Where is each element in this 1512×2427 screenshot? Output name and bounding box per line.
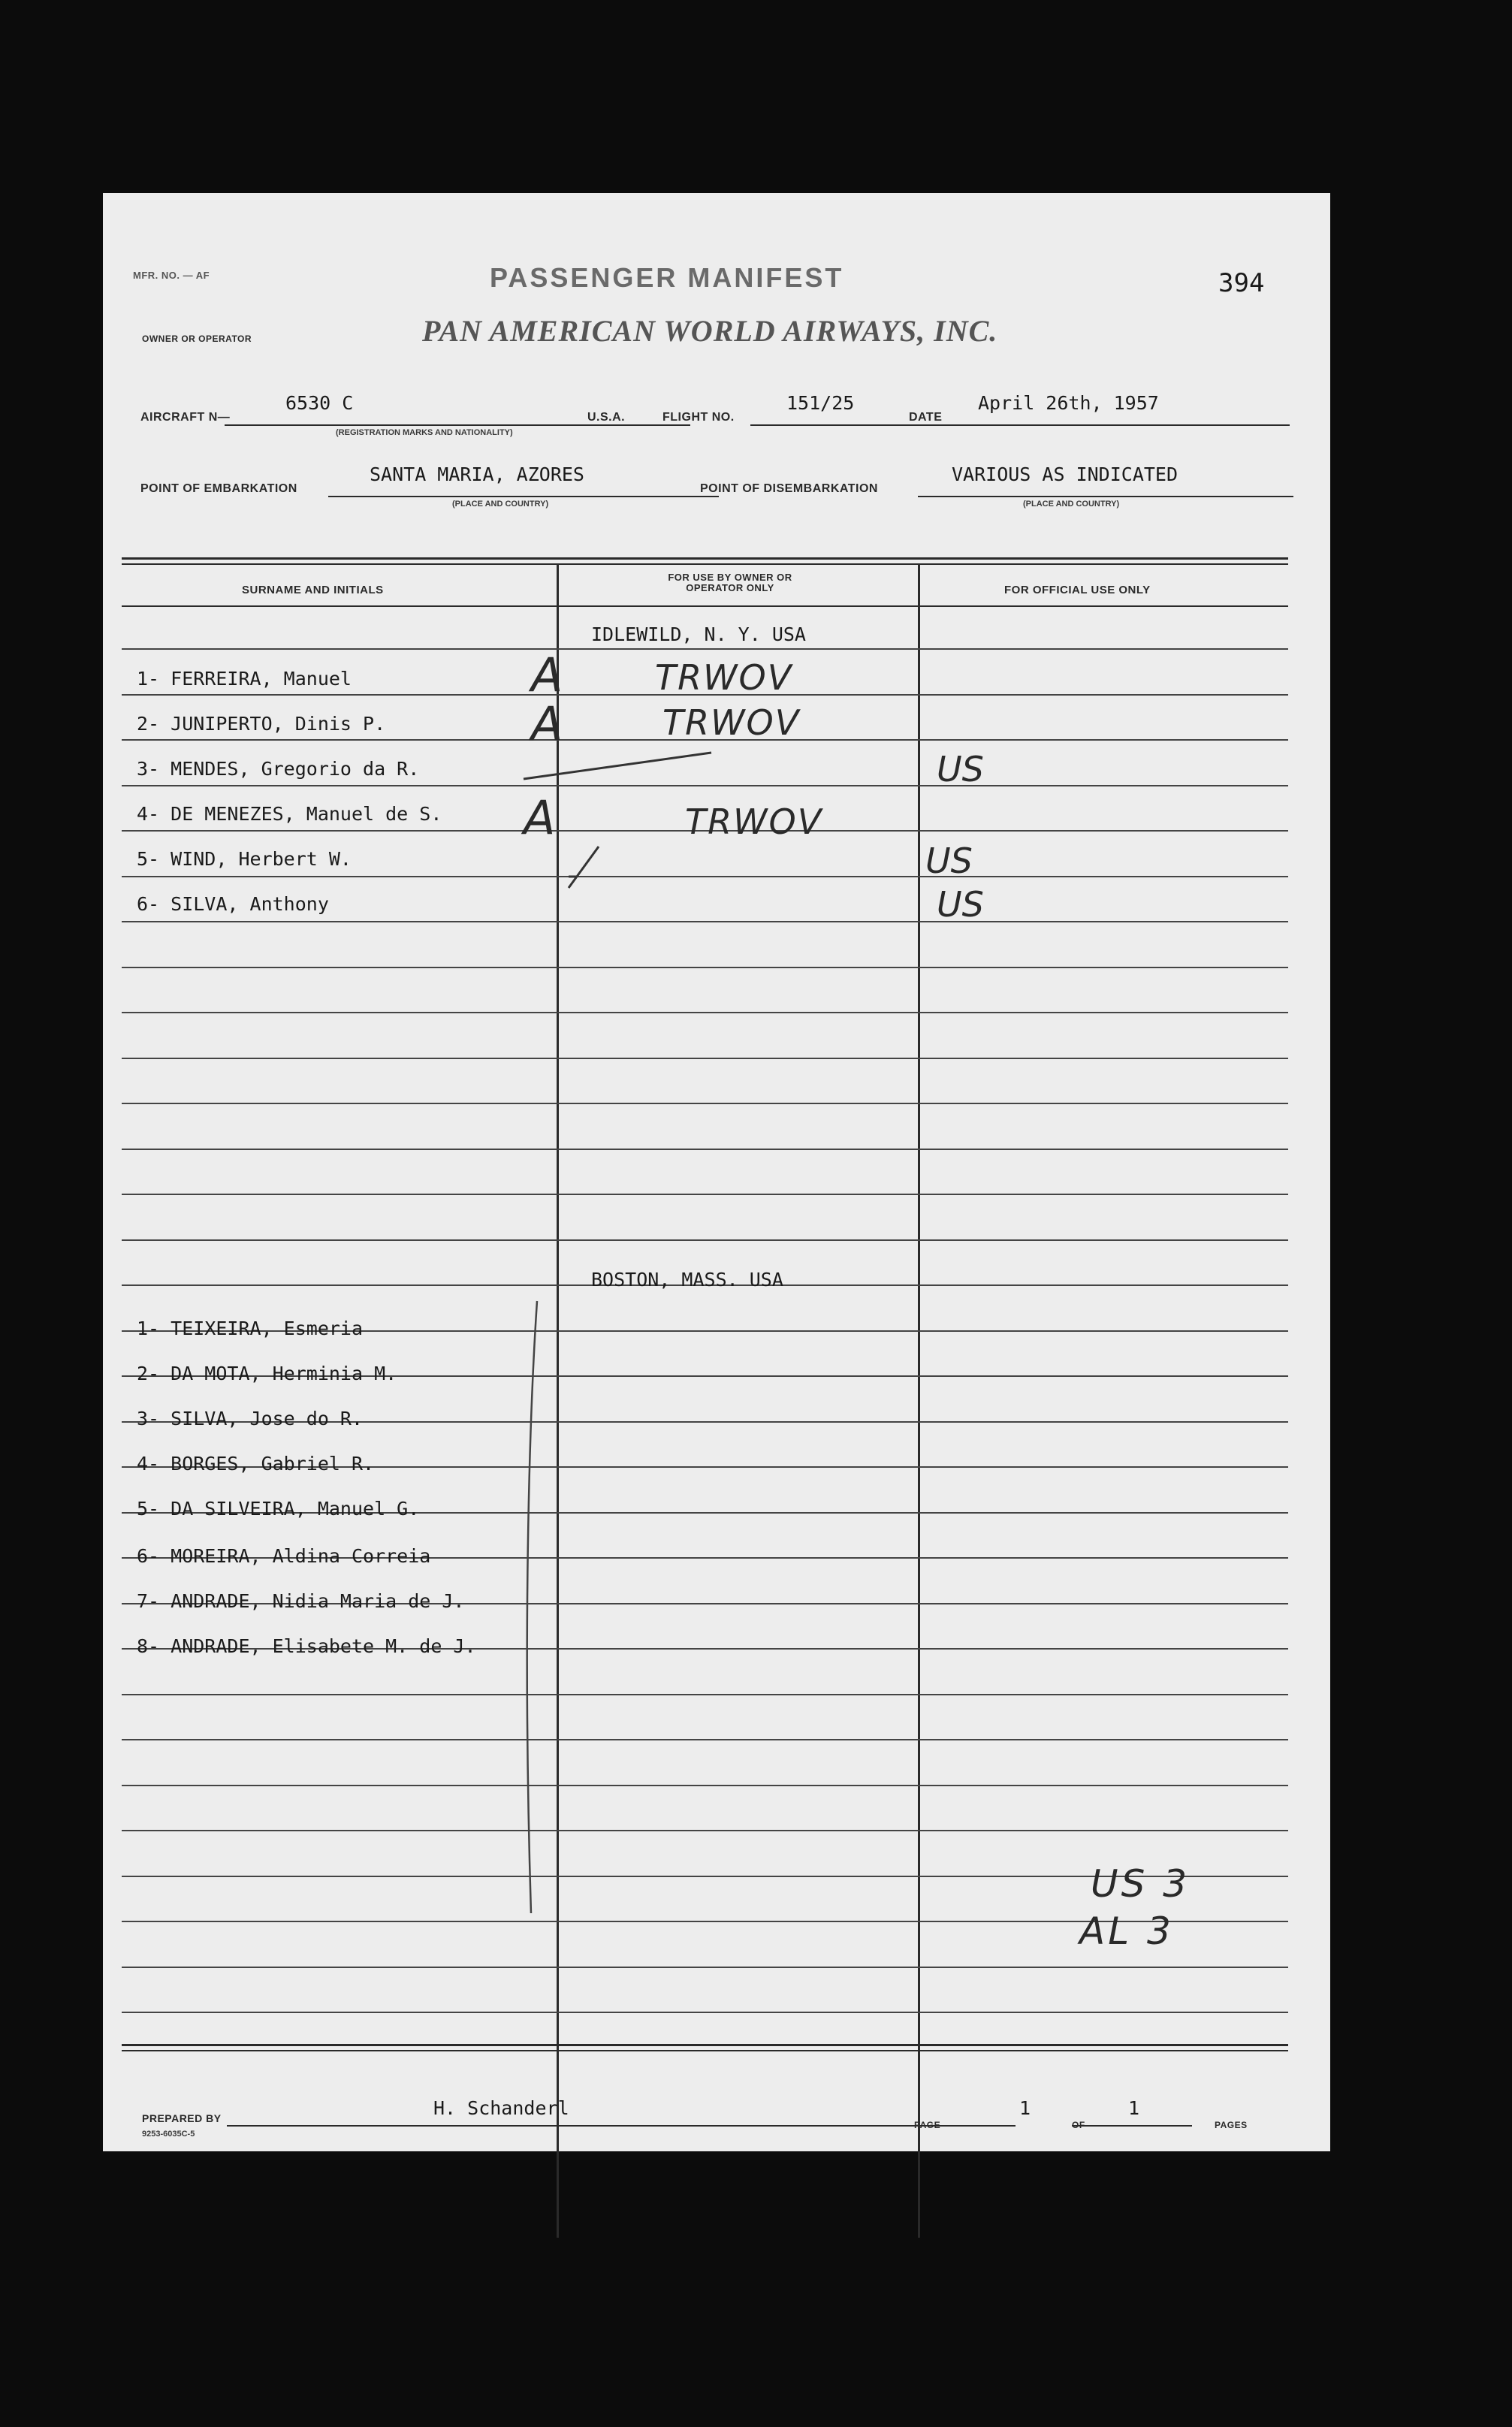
row-rule (122, 1012, 1288, 1013)
row-rule (122, 1058, 1288, 1059)
flight-date: April 26th, 1957 (978, 392, 1159, 414)
destination-idlewild: IDLEWILD, N. Y. USA (591, 623, 806, 645)
row-rule (122, 1830, 1288, 1831)
passenger-name: 4- DE MENEZES, Manuel de S. (137, 803, 442, 825)
passenger-name: 8- ANDRADE, Elisabete M. de J. (137, 1635, 476, 1657)
handwritten-note: TRWOV (655, 657, 793, 698)
row-rule (122, 1239, 1288, 1241)
owner-use-column-header: FOR USE BY OWNER OR OPERATOR ONLY (668, 572, 792, 593)
document-title: PASSENGER MANIFEST (490, 262, 844, 293)
table-top-rule-2 (122, 563, 1288, 565)
row-rule (122, 1194, 1288, 1195)
page-total: 1 (1128, 2097, 1140, 2119)
passenger-name: 4- BORGES, Gabriel R. (137, 1453, 375, 1475)
official-mark: US (925, 841, 973, 881)
row-rule (122, 1103, 1288, 1104)
handwritten-strokes (509, 734, 749, 914)
passenger-name: 2- DA MOTA, Herminia M. (137, 1363, 397, 1384)
passenger-name: 3- SILVA, Jose do R. (137, 1408, 364, 1429)
destination-boston: BOSTON, MASS. USA (591, 1269, 783, 1290)
flight-label: FLIGHT NO. (662, 411, 735, 424)
table-bottom-rule (122, 2044, 1288, 2046)
tally-al: AL 3 (1079, 1909, 1174, 1953)
tally-us: US 3 (1091, 1862, 1191, 1906)
passenger-name: 5- WIND, Herbert W. (137, 848, 352, 870)
prepared-by-name: H. Schanderl (433, 2097, 569, 2119)
passenger-name: 7- ANDRADE, Nidia Maria de J. (137, 1590, 465, 1612)
date-label: DATE (909, 411, 943, 424)
table-bottom-rule-2 (122, 2050, 1288, 2051)
aircraft-registration: 6530 C (285, 392, 354, 414)
embarkation-sublabel: (PLACE AND COUNTRY) (452, 500, 549, 509)
row-rule (122, 967, 1288, 968)
handwritten-mark: A (524, 790, 556, 845)
embarkation-value: SANTA MARIA, AZORES (370, 463, 584, 485)
handwritten-bracket (509, 1297, 554, 1921)
passenger-name: 6- MOREIRA, Aldina Correia (137, 1545, 431, 1567)
row-rule (122, 1785, 1288, 1786)
row-rule (122, 2012, 1288, 2013)
official-mark: US (937, 884, 984, 925)
date-underline (944, 424, 1290, 426)
embarkation-underline (328, 496, 719, 497)
row-rule (122, 648, 1288, 650)
row-rule (122, 1149, 1288, 1150)
column-divider-2 (918, 564, 920, 2238)
handwritten-mark: A (531, 696, 563, 751)
disembarkation-label: POINT OF DISEMBARKATION (700, 482, 878, 495)
disembarkation-value: VARIOUS AS INDICATED (952, 463, 1179, 485)
flight-number: 151/25 (786, 392, 855, 414)
row-rule (122, 1694, 1288, 1695)
table-top-rule (122, 557, 1288, 560)
passenger-name: 1- TEIXEIRA, Esmeria (137, 1318, 364, 1339)
aircraft-underline (225, 424, 690, 426)
table-header-rule (122, 605, 1288, 607)
passenger-name: 2- JUNIPERTO, Dinis P. (137, 713, 386, 735)
manifest-sheet (103, 193, 1330, 2151)
handwritten-note: TRWOV (685, 801, 823, 842)
row-rule (122, 921, 1288, 922)
disembarkation-underline (918, 496, 1293, 497)
of-label: OF (1072, 2120, 1085, 2130)
handwritten-mark: A (531, 648, 563, 702)
surname-column-header: SURNAME AND INITIALS (242, 584, 384, 596)
passenger-name: 5- DA SILVEIRA, Manuel G. (137, 1498, 420, 1520)
pages-underline (1072, 2125, 1192, 2127)
airline-name: PAN AMERICAN WORLD AIRWAYS, INC. (422, 314, 998, 348)
page-current: 1 (1019, 2097, 1031, 2119)
aircraft-nationality: U.S.A. (587, 411, 626, 424)
handwritten-note: TRWOV (662, 702, 801, 743)
embarkation-label: POINT OF EMBARKATION (140, 482, 297, 495)
official-use-column-header: FOR OFFICIAL USE ONLY (1004, 584, 1151, 596)
form-number: 9253-6035C-5 (142, 2130, 195, 2139)
passenger-name: 3- MENDES, Gregorio da R. (137, 758, 420, 780)
official-mark: US (937, 749, 984, 789)
prepared-by-underline (227, 2125, 1016, 2127)
registration-sublabel: (REGISTRATION MARKS AND NATIONALITY) (336, 428, 513, 437)
passenger-name: 6- SILVA, Anthony (137, 893, 329, 915)
page-label: PAGE (914, 2120, 941, 2130)
pages-label: PAGES (1215, 2120, 1248, 2130)
owner-label: OWNER OR OPERATOR (142, 334, 252, 344)
disembarkation-sublabel: (PLACE AND COUNTRY) (1023, 500, 1120, 509)
passenger-name: 1- FERREIRA, Manuel (137, 668, 352, 690)
prepared-by-label: PREPARED BY (142, 2112, 222, 2124)
aircraft-label: AIRCRAFT N— (140, 411, 231, 424)
row-rule (122, 1967, 1288, 1968)
manufacturer-label: MFR. NO. — AF (133, 270, 210, 281)
row-rule (122, 1739, 1288, 1740)
page-stamp-number: 394 (1218, 268, 1265, 298)
